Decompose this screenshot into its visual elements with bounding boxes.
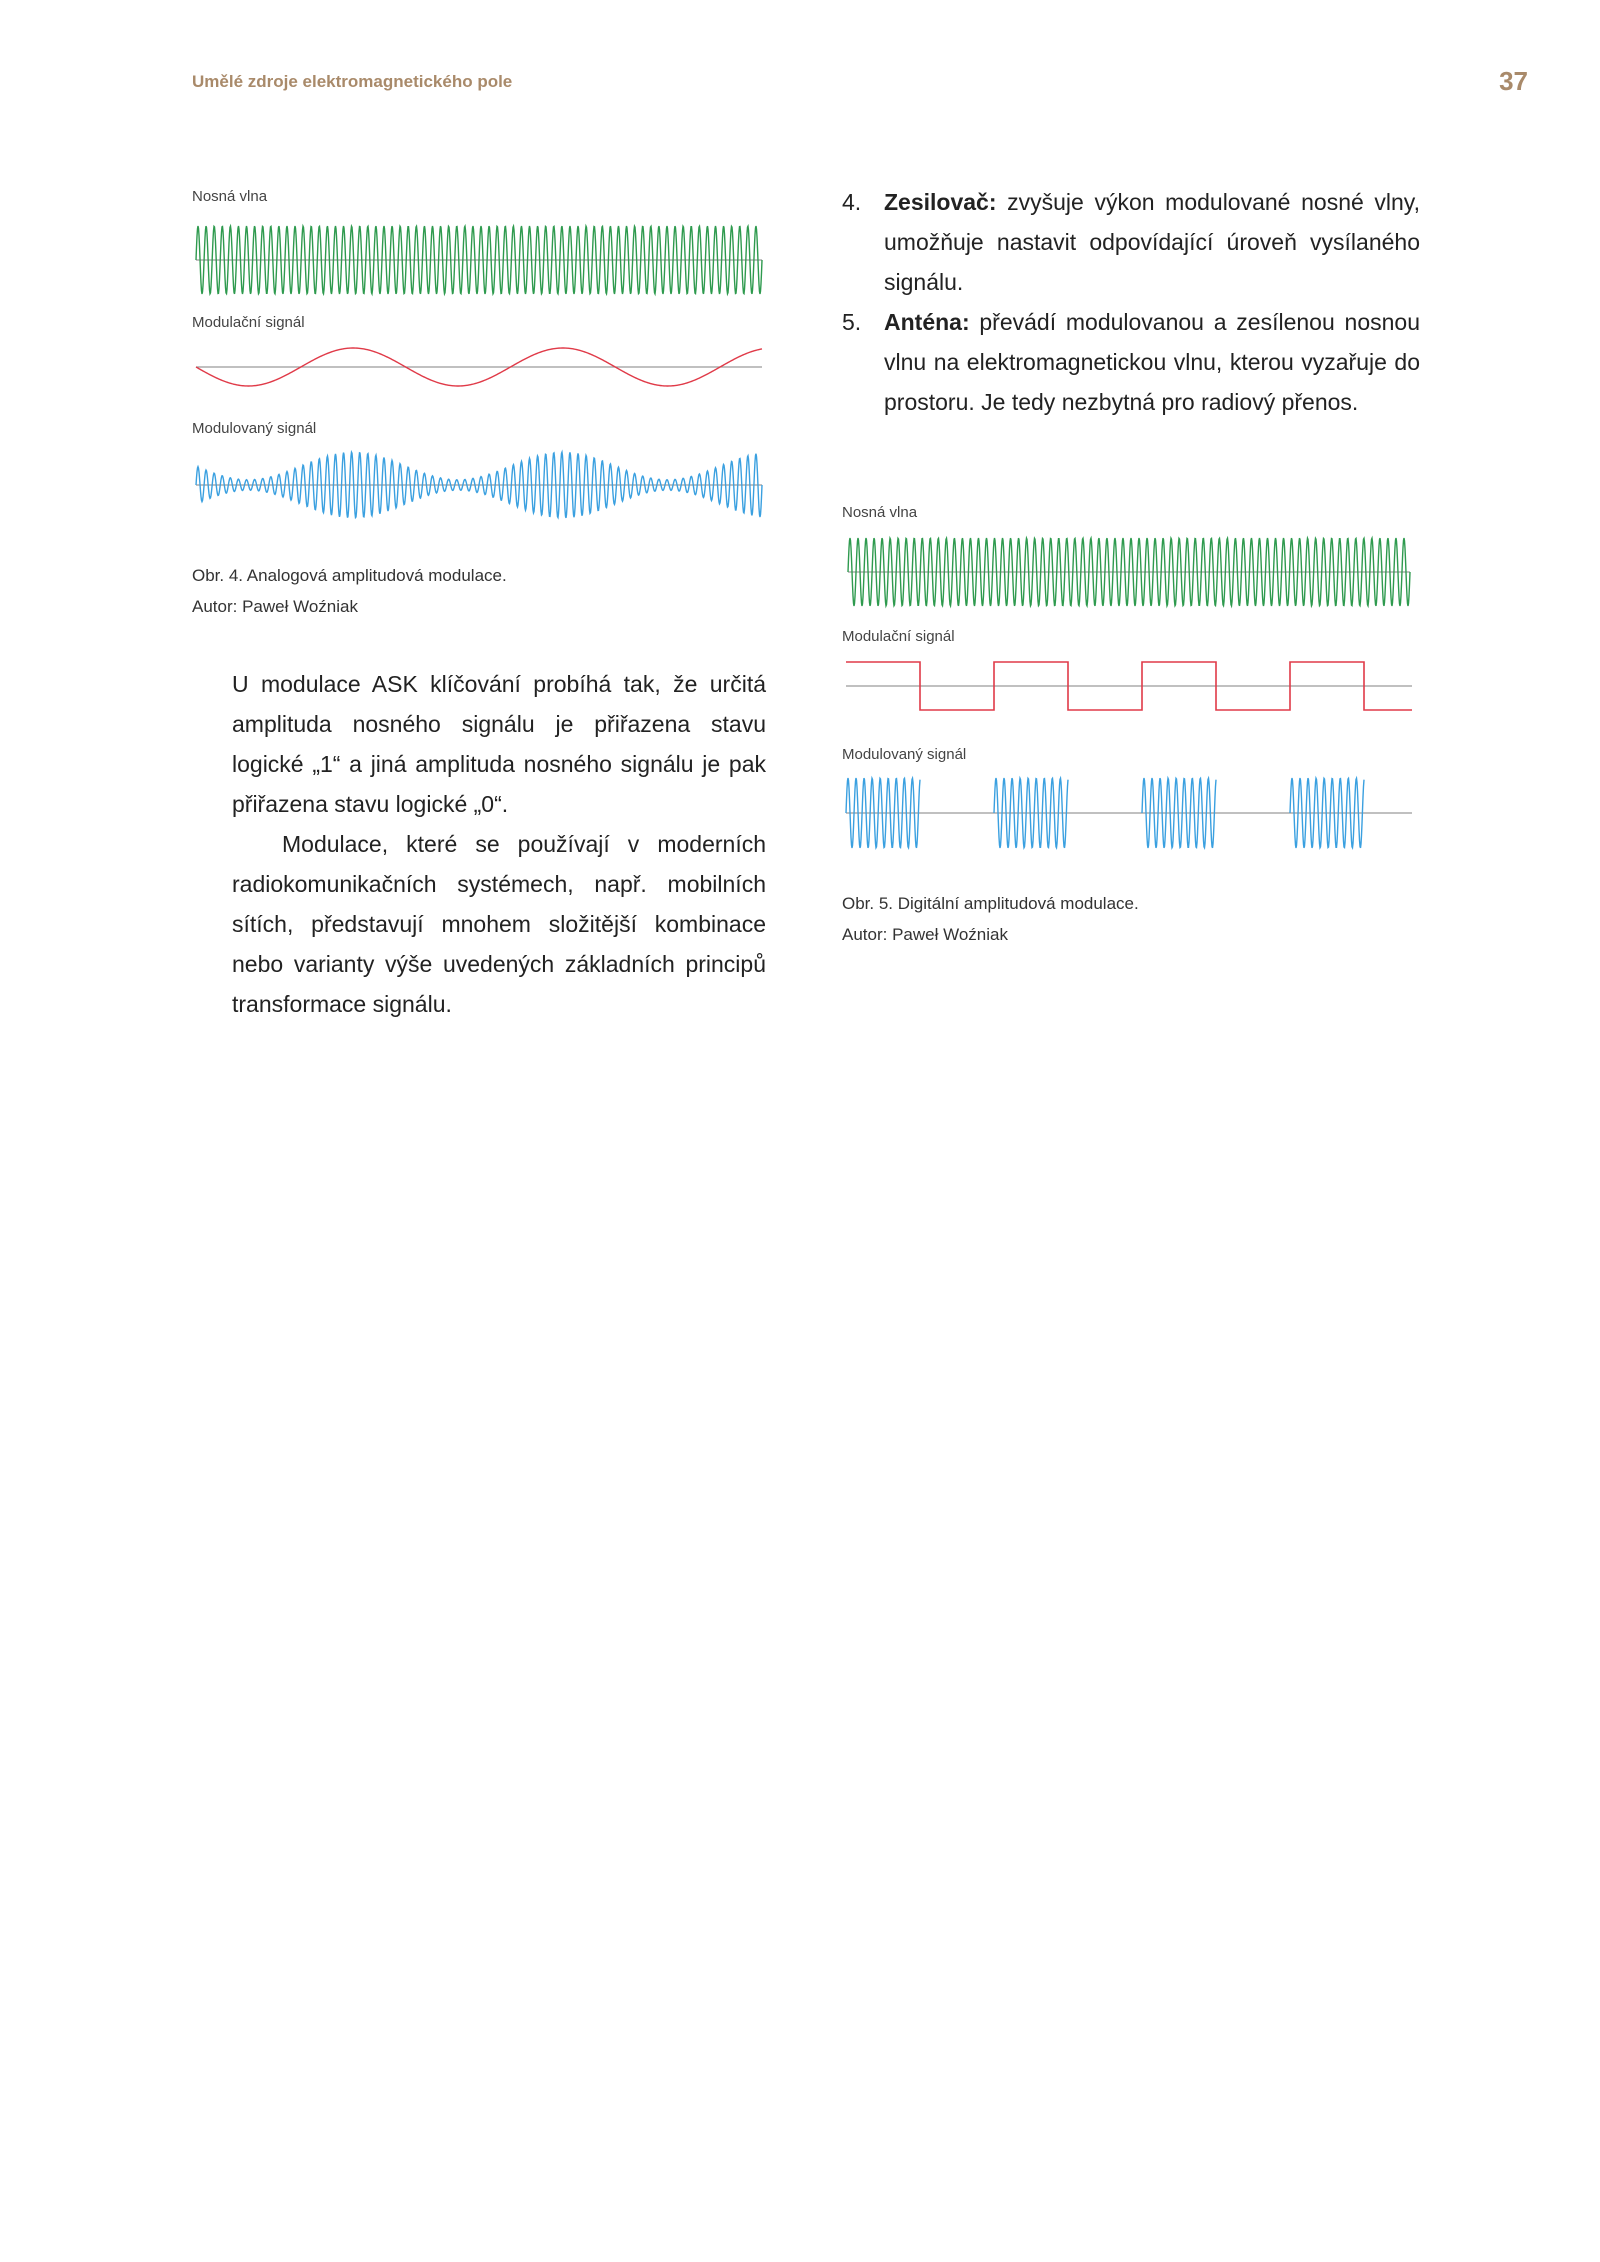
fig4-caption-title: Obr. 4. Analogová amplitudová modulace. — [192, 566, 507, 585]
fig4-modulated-label: Modulovaný signál — [192, 420, 317, 437]
list-text: zvyšuje výkon modulované nosné vlny, umožňuje nastavit odpovídající úroveň vysílaného signálu. — [884, 189, 1420, 295]
fig5-carrier-label: Nosná vlna — [842, 504, 918, 521]
list-number: 5. — [842, 309, 862, 335]
fig4-modulating-wave — [196, 344, 762, 390]
fig5-carrier-wave — [848, 536, 1410, 608]
paragraph-modern: Modulace, které se používají v moderních radiokomunikačních systémech, např. mobilních sítích, představují mnohem složitější kombinace nebo varianty výše uvedených základních principů transformace signálu. — [232, 831, 766, 1017]
running-header: Umělé zdroje elektromagnetického pole — [192, 72, 513, 91]
fig4-carrier-wave — [196, 222, 762, 298]
list-item-amplifier — [842, 182, 1420, 302]
modulated-trace — [196, 452, 762, 518]
page-number: 37 — [1499, 66, 1528, 96]
list-text: převádí modulovanou a zesílenou nosnou vlnu na elektromagnetickou vlnu, kterou vyzařuje do prostoru. Je tedy nezbytná pro radiový přenos. — [884, 309, 1420, 415]
fig4-caption-author: Autor: Paweł Woźniak — [192, 597, 358, 616]
body-text — [232, 664, 766, 1024]
fig5-modulated-label: Modulovaný signál — [842, 746, 967, 763]
list-term: Anténa: — [884, 309, 970, 335]
carrier-trace — [848, 538, 1410, 606]
component-list — [842, 182, 1420, 422]
list-term: Zesilovač: — [884, 189, 997, 215]
fig5-modulating-wave — [846, 658, 1412, 714]
fig5-modulated-wave — [846, 776, 1412, 850]
list-number: 4. — [842, 189, 862, 215]
fig5-caption-title: Obr. 5. Digitální amplitudová modulace. — [842, 894, 1139, 913]
paragraph-ask: U modulace ASK klíčování probíhá tak, že určitá amplituda nosného signálu je přiřazena stavu logické „1“ a jiná amplituda nosného signálu je pak přiřazena stavu logické „0“. — [232, 671, 766, 817]
fig4-modulating-label: Modulační signál — [192, 314, 305, 331]
fig5-modulating-label: Modulační signál — [842, 628, 955, 645]
fig4-caption — [192, 560, 507, 622]
fig4-modulated-wave — [196, 450, 762, 520]
fig4-carrier-label: Nosná vlna — [192, 188, 268, 205]
carrier-trace — [196, 226, 762, 294]
fig5-caption-author: Autor: Paweł Woźniak — [842, 925, 1008, 944]
fig5-caption — [842, 888, 1139, 950]
list-item-antenna — [842, 302, 1420, 422]
